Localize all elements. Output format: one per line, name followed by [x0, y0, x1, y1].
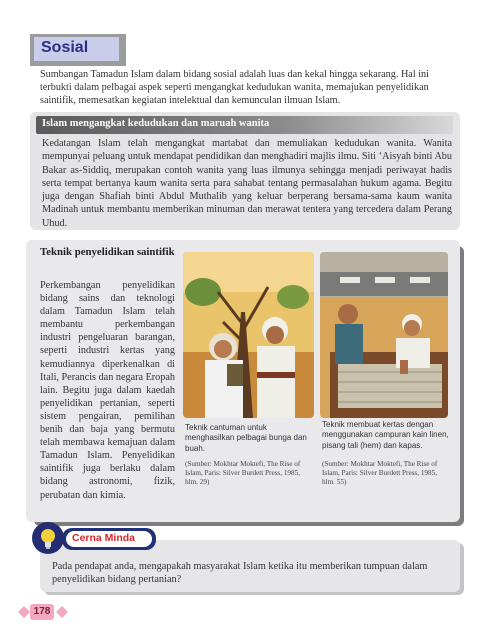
cerna-minda-question: Pada pendapat anda, mengapakah masyarakat Islam ketika itu memberikan tumpuan dalam penyelidikan bidang pertanian? — [52, 561, 428, 586]
section-title: Sosial — [34, 37, 119, 61]
research-title: Teknik penyelidikan saintifik — [40, 246, 175, 258]
women-status-text: Kedatangan Islam telah mengangkat martabat dan memuliakan kedudukan wanita. Wanita mempunyai peluang untuk mendapat pendidikan dan menghadiri majlis ilmu. Siti ‘Aisyah binti Abu Bakar as-Siddiq, merupakan contoh wanita yang luas ilmunya sehingga menjadi periwayat hadis serta tempat bertanya kaum wanita serta para sahabat tentang permasalahan hukum agama. Begitu juga dengan Shafiah binti Abdul Muthalib yang keluar berperang bersama-sama kaum wanita Madinah untuk membantu memberikan minuman dan merawat tentera yang tercedera dalam Perang Uhud. — [42, 138, 452, 229]
research-text: Perkembangan penyelidikan bidang sains dan teknologi dalam Tamadun Islam telah membantu perkembangan industri pengeluaran barangan, seperti industri kertas yang kemudiannya diperkenalkan di Itali, Perancis dan negara Eropah lain. Begitu juga dalam kaedah penyelidikan pertanian, seperti sistem pengairan, pemilihan benih dan baja yang bermutu telah membawa kemajuan dalam Tamadun Islam. Penyelidikan saintifik juga berlaku dalam bidang astronomi, fizik, perubatan dan kimia. — [40, 280, 175, 501]
women-status-title: Islam mengangkat kedudukan dan maruah wanita — [42, 118, 270, 129]
grafting-illustration — [183, 252, 314, 418]
page-number: 178 — [30, 604, 54, 620]
grafting-caption: Teknik cantuman untuk menghasilkan pelbagai bunga dan buah. — [185, 423, 307, 453]
intro-paragraph: Sumbangan Tamadun Islam dalam bidang sosial adalah luas dan kekal hingga sekarang. Hal ini terbukti dalam pelbagai aspek seperti mengangkat kedudukan wanita, memajukan penyelidikan saintifik, memesatkan kegiatan intelektual dan kemunculan ilmuan Islam. — [40, 69, 429, 107]
cerna-minda-label: Cerna Minda — [66, 531, 152, 547]
lightbulb-icon — [32, 522, 64, 554]
grafting-source: (Sumber: Mokhtar Moktefi, The Rise of Islam, Paris: Silver Burdett Press, 1985, hlm. 29) — [185, 460, 301, 486]
papermaking-caption: Teknik membuat kertas dengan menggunakan campuran kain linen, pisang tali (hem) dan kapas. — [322, 420, 449, 450]
papermaking-illustration — [320, 252, 448, 418]
papermaking-source: (Sumber: Mokhtar Moktefi, The Rise of Islam, Paris: Silver Burdett Press, 1985, hlm. 55) — [322, 460, 438, 486]
